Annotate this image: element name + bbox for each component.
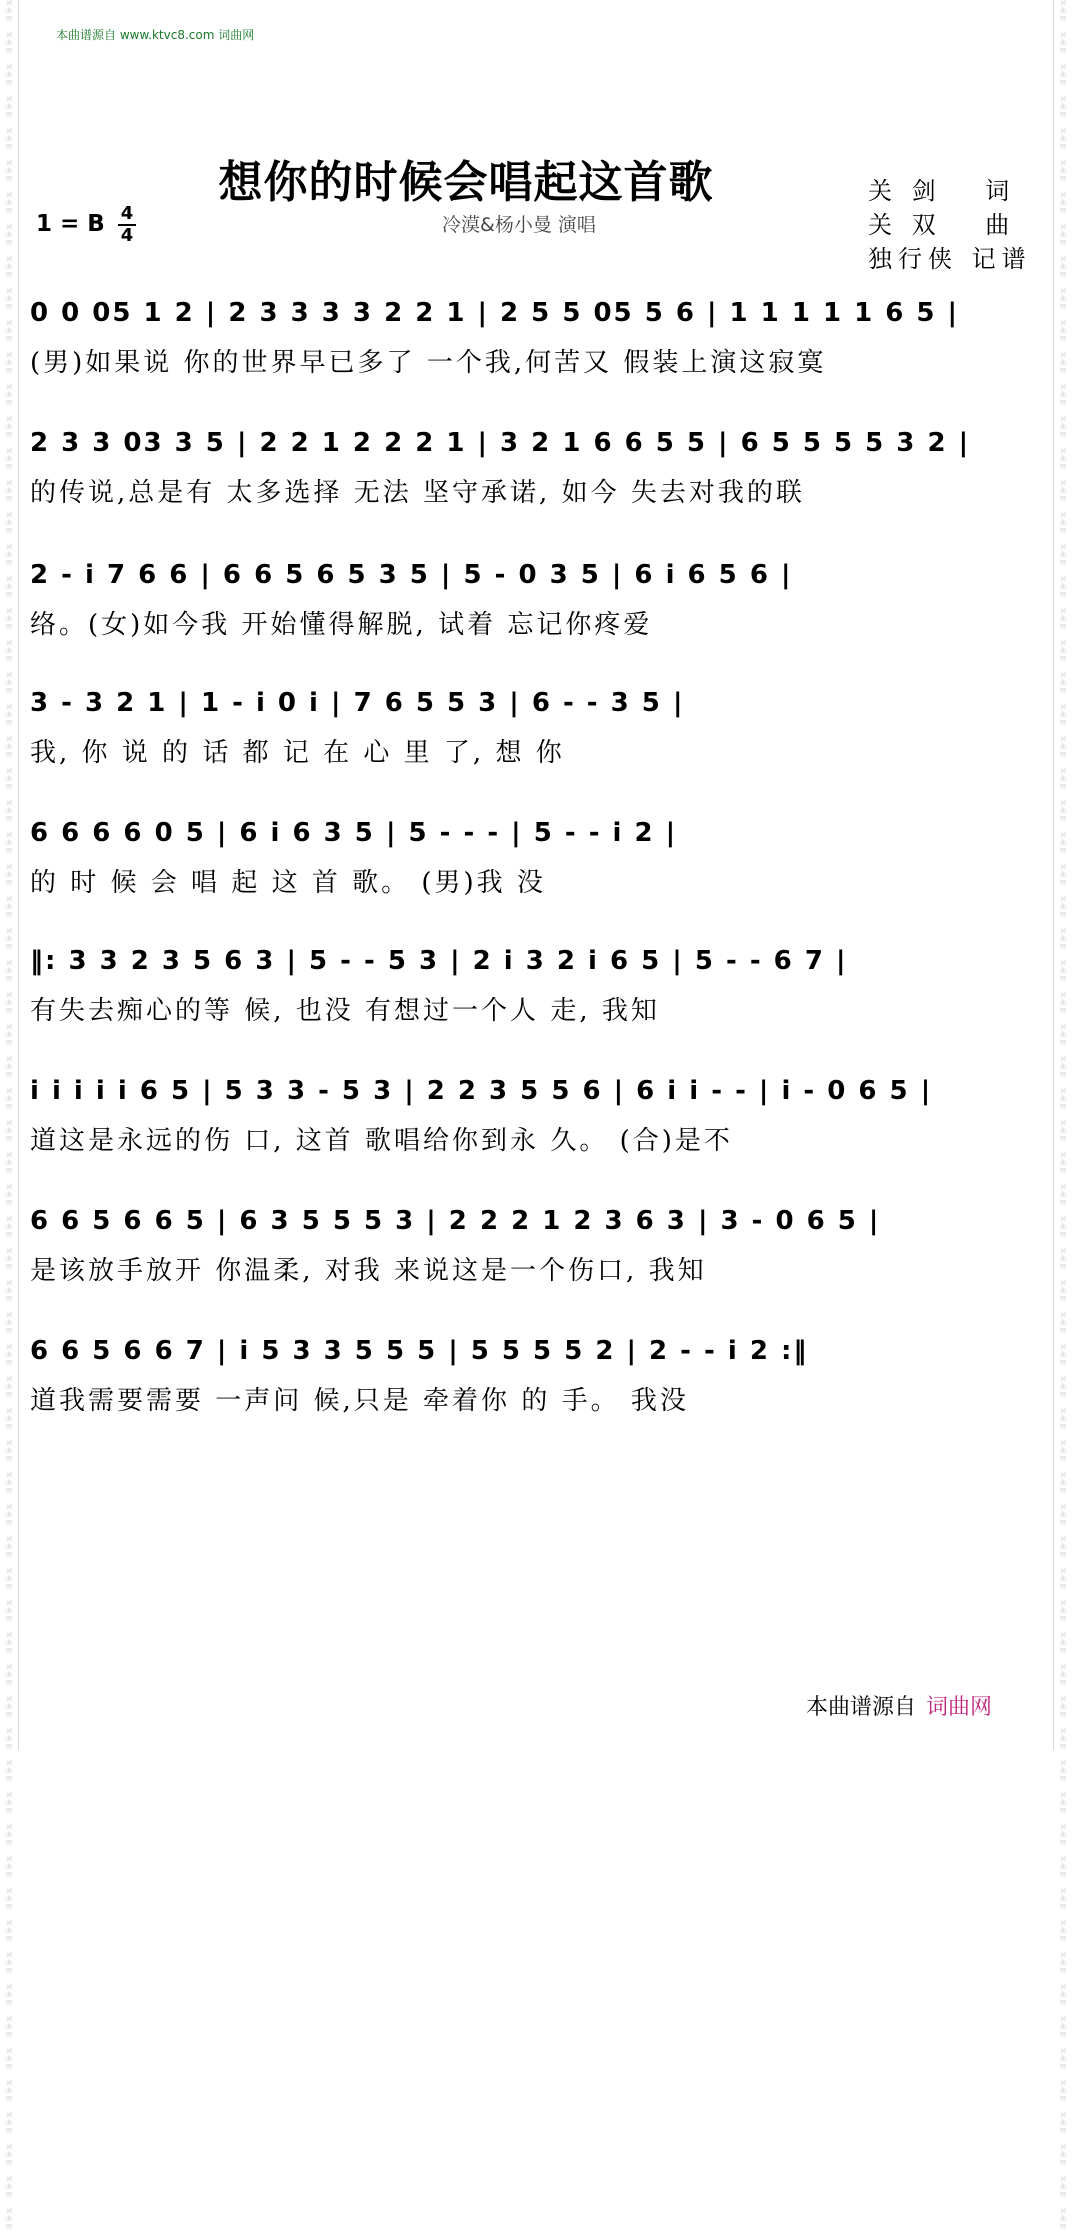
lyric-line: 是该放手放开 你温柔, 对我 来说这是一个伤口, 我知 [30,1256,707,1286]
notation-line: 3 - 3 2 1 | 1 - i 0 i | 7 6 5 5 3 | 6 - - 3 5 | [30,688,685,718]
song-title: 想你的时候会唱起这首歌 [218,157,714,208]
side-divider-left [18,0,19,1750]
source-watermark-bottom [806,1690,992,1721]
notation-line: 2 - i 7 6 6 | 6 6 5 6 5 3 5 | 5 - 0 3 5 | 6 i 6 5 6 | [30,560,793,590]
notation-line: ‖: 3 3 2 3 5 6 3 | 5 - - 5 3 | 2 i 3 2 i 6 5 | 5 - - 6 7 | [30,946,848,976]
lyric-line: 络。(女)如今我 开始懂得解脱, 试着 忘记你疼爱 [30,610,653,640]
notation-line: 6 6 6 6 0 5 | 6 i 6 3 5 | 5 - - - | 5 - - i 2 | [30,818,678,848]
side-watermark-right: 词 曲 网 词 曲 网 词 曲 网 词 曲 网 词 曲 网 词 曲 网 词 曲 网 词 曲 网 词 曲 网 词 曲 网 词 曲 网 词 曲 网 词 曲 网 词 曲 网 词 曲 网 词 曲 网 词 曲 网 词 曲 网 词 曲 网 词 曲 网 词 曲 网 词 曲 网 词 曲 网 词 曲 网 词 曲 网 词 曲 网 词 曲 网 词 曲 网 词 曲 网 词 曲 网 词 曲 网 词 曲 网 词 曲 网 词 曲 网 词 曲 网 词 曲 网 词 曲 网 词 曲 网 词 曲 网 词 曲 网 词 曲 网 词 曲 网 词 曲 网 词 曲 网 词 曲 网 词 曲 网 词 曲 网 词 曲 网 词 曲 网 词 曲 网 词 曲 网 词 曲 网 词 曲 网 词 曲 网 词 曲 网 词 曲 网 词 曲 网 词 曲 网 词 曲 网 词 曲 网 词 曲 网 词 曲 网 词 曲 网 词 曲 网 词 曲 网 词 曲 网 词 曲 网 词 曲 网 词 曲 网 词 曲 网 [1059,0,1066,2231]
credits-block [868,174,1032,276]
notation-line: 6 6 5 6 6 7 | i 5 3 3 5 5 5 | 5 5 5 5 2 | 2 - - i 2 :‖ [30,1336,809,1366]
source-site: 词曲网 [926,1695,993,1720]
transcriber-credit: 独行侠 记谱 [868,245,1032,273]
lyric-line: 我, 你 说 的 话 都 记 在 心 里 了, 想 你 [30,738,565,768]
lyricist-credit: 关 剑 词 [868,177,1016,205]
notation-line: 0 0 05 1 2 | 2 3 3 3 3 2 2 1 | 2 5 5 05 5 6 | 1 1 1 1 1 6 5 | [30,298,960,328]
notation-line: 2 3 3 03 3 5 | 2 2 1 2 2 2 1 | 3 2 1 6 6 5 5 | 6 5 5 5 5 3 2 | [30,428,971,458]
side-divider-right [1053,0,1054,1750]
side-watermark-left: 词 曲 网 词 曲 网 词 曲 网 词 曲 网 词 曲 网 词 曲 网 词 曲 网 词 曲 网 词 曲 网 词 曲 网 词 曲 网 词 曲 网 词 曲 网 词 曲 网 词 曲 网 词 曲 网 词 曲 网 词 曲 网 词 曲 网 词 曲 网 词 曲 网 词 曲 网 词 曲 网 词 曲 网 词 曲 网 词 曲 网 词 曲 网 词 曲 网 词 曲 网 词 曲 网 词 曲 网 词 曲 网 词 曲 网 词 曲 网 词 曲 网 词 曲 网 词 曲 网 词 曲 网 词 曲 网 词 曲 网 词 曲 网 词 曲 网 词 曲 网 词 曲 网 词 曲 网 词 曲 网 词 曲 网 词 曲 网 词 曲 网 词 曲 网 词 曲 网 词 曲 网 词 曲 网 词 曲 网 词 曲 网 词 曲 网 词 曲 网 词 曲 网 词 曲 网 词 曲 网 词 曲 网 词 曲 网 词 曲 网 词 曲 网 词 曲 网 词 曲 网 词 曲 网 词 曲 网 词 曲 网 词 曲 网 [5,0,12,2231]
lyric-line: 道我需要需要 一声问 候,只是 牵着你 的 手。 我没 [30,1386,689,1416]
notation-line: i i i i i 6 5 | 5 3 3 - 5 3 | 2 2 3 5 5 6 | 6 i i - - | i - 0 6 5 | [30,1076,933,1106]
notation-line: 6 6 5 6 6 5 | 6 3 5 5 5 3 | 2 2 2 1 2 3 6 3 | 3 - 0 6 5 | [30,1206,881,1236]
meter-bottom: 4 [120,225,134,246]
meter-top: 4 [120,203,134,224]
composer-credit: 关 双 曲 [868,211,1016,239]
lyric-line: 的传说,总是有 太多选择 无法 坚守承诺, 如今 失去对我的联 [30,478,805,508]
time-signature [116,204,138,246]
key-signature: 1 = B [36,211,105,237]
performer-line: 冷漠&杨小曼 演唱 [442,214,596,236]
lyric-line: 道这是永远的伤 口, 这首 歌唱给你到永 久。 (合)是不 [30,1126,733,1156]
source-watermark-top: 本曲谱源自 www.ktvc8.com 词曲网 [56,28,255,42]
lyric-line: 的 时 候 会 唱 起 这 首 歌。 (男)我 没 [30,868,546,898]
lyric-line: 有失去痴心的等 候, 也没 有想过一个人 走, 我知 [30,996,660,1026]
lyric-line: (男)如果说 你的世界早已多了 一个我,何苦又 假装上演这寂寞 [30,348,827,378]
source-label: 本曲谱源自 [806,1695,917,1720]
